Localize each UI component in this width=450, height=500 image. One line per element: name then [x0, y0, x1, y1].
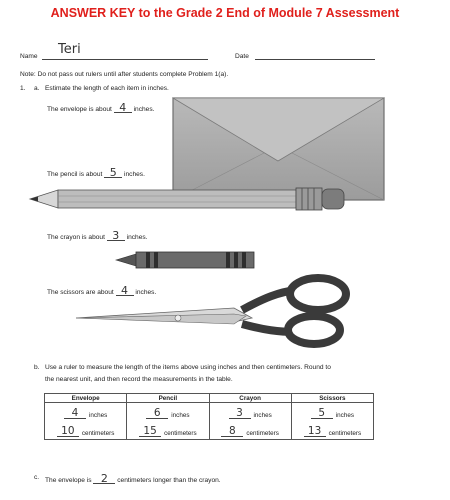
name-value: Teri: [58, 42, 81, 57]
header-crayon: Crayon: [209, 394, 291, 403]
crayon-prefix: The crayon is about: [47, 234, 105, 241]
unit-label: inches: [253, 412, 272, 419]
envelope-prefix: The envelope is about: [47, 106, 112, 113]
crayon-image: [114, 249, 264, 271]
part-c-answer[interactable]: 2: [93, 474, 115, 484]
header-scissors: Scissors: [291, 394, 373, 403]
table-row-centimeters: [45, 421, 374, 440]
crayon-estimate-answer[interactable]: 3: [107, 231, 125, 241]
page-title: ANSWER KEY to the Grade 2 End of Module 7 Assessment: [50, 6, 400, 20]
part-c-label: c.: [34, 474, 40, 481]
cell-envelope-inches: [45, 403, 127, 422]
measurement-table: [44, 393, 374, 440]
envelope-cm-answer[interactable]: 10: [57, 427, 79, 437]
cell-pencil-cm: [127, 421, 209, 440]
part-a-prompt: Estimate the length of each item in inches.: [45, 85, 169, 92]
pencil-prefix: The pencil is about: [47, 171, 103, 178]
pencil-inches-answer[interactable]: 6: [146, 409, 168, 419]
scissors-prefix: The scissors are about: [47, 289, 114, 296]
part-c-prefix: The envelope is: [45, 477, 92, 484]
part-b-prompt-1: Use a ruler to measure the length of the items above using inches and then centimeters. Round to: [45, 364, 331, 371]
table-row-inches: [45, 403, 374, 422]
crayon-suffix: inches.: [126, 234, 148, 241]
pencil-estimate-answer[interactable]: 5: [104, 168, 122, 178]
unit-label: inches: [89, 412, 108, 419]
unit-label: centimeters: [328, 430, 362, 437]
cell-crayon-inches: [209, 403, 291, 422]
date-label: Date: [235, 53, 249, 60]
name-field[interactable]: [42, 44, 208, 60]
date-field[interactable]: [255, 48, 375, 60]
part-c-suffix: centimeters longer than the crayon.: [117, 477, 221, 484]
envelope-estimate-answer[interactable]: 4: [114, 103, 132, 113]
unit-label: inches: [335, 412, 354, 419]
part-c-sentence: [45, 474, 221, 484]
crayon-cm-answer[interactable]: 8: [221, 427, 243, 437]
part-a-label: a.: [34, 85, 40, 92]
unit-label: inches: [171, 412, 190, 419]
unit-label: centimeters: [246, 430, 279, 437]
scissors-inches-answer[interactable]: 5: [311, 409, 333, 419]
scissors-image: [74, 274, 354, 348]
name-label: Name: [20, 53, 38, 60]
cell-pencil-inches: [127, 403, 209, 422]
cell-crayon-cm: [209, 421, 291, 440]
unit-label: centimeters: [81, 430, 115, 437]
cell-scissors-inches: [291, 403, 373, 422]
envelope-inches-answer[interactable]: 4: [64, 409, 86, 419]
cell-envelope-cm: [45, 421, 127, 440]
pencil-suffix: inches.: [124, 171, 145, 178]
part-b-prompt-2: the nearest unit, and then record the measurements in the table.: [45, 376, 233, 383]
pencil-cm-answer[interactable]: 15: [139, 427, 161, 437]
unit-label: centimeters: [164, 430, 197, 437]
crayon-estimate: [47, 231, 148, 241]
crayon-inches-answer[interactable]: 3: [229, 409, 251, 419]
pencil-image: [28, 184, 358, 214]
cell-scissors-cm: [291, 421, 373, 440]
envelope-estimate: [47, 103, 154, 113]
header-pencil: Pencil: [127, 394, 209, 403]
note-text: Note: Do not pass out rulers until after students complete Problem 1(a).: [20, 71, 229, 78]
scissors-suffix: inches.: [135, 289, 157, 296]
envelope-suffix: inches.: [133, 106, 155, 113]
header-envelope: Envelope: [45, 394, 127, 403]
table-header-row: [45, 394, 374, 403]
problem-number: 1.: [20, 85, 26, 92]
scissors-cm-answer[interactable]: 13: [304, 427, 326, 437]
pencil-estimate: [47, 168, 145, 178]
scissors-estimate-answer[interactable]: 4: [116, 286, 134, 296]
part-b-label: b.: [34, 364, 40, 371]
